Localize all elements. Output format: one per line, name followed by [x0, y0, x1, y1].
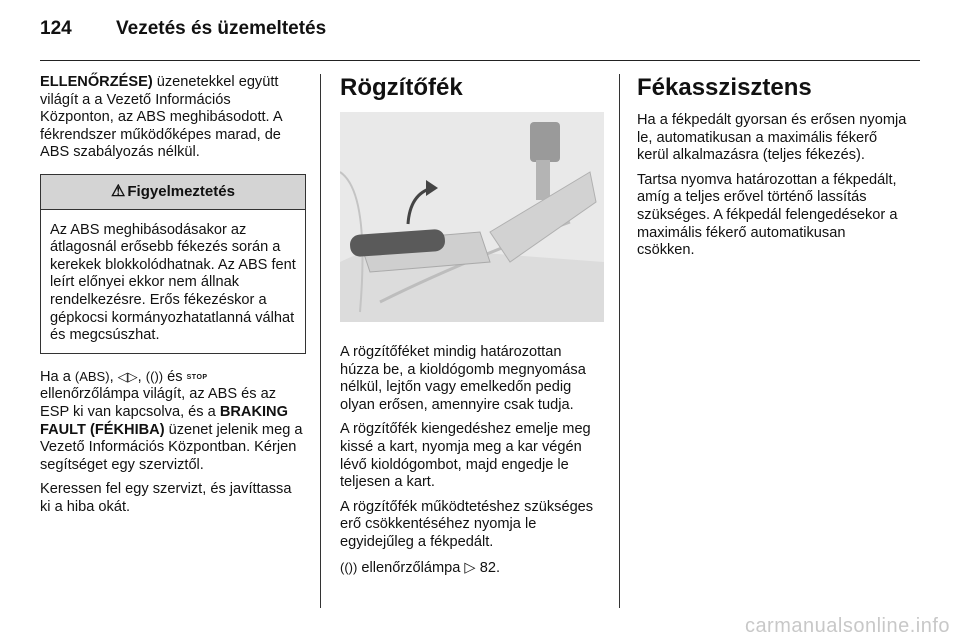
column-divider-1 [320, 74, 321, 608]
page-header [40, 18, 326, 40]
column-2 [340, 74, 604, 584]
parking-brake-p1: A rögzítőféket mindig határozottan húzza be, a kioldógomb megnyomása nélkül, lejtőn vagy emelkedőn pedig olyan erősen, amennyire csak tudja. [340, 344, 586, 413]
brake-assist-p1: Ha a fékpedált gyorsan és erősen nyomja le, automatikusan a maximális fékerő kerül alkalmazásra (teljes fékezés). [637, 112, 907, 164]
intro-paragraph [40, 74, 306, 162]
abs-lamp-icon: (ABS) [74, 368, 110, 384]
stop-lamp-icon: STOP [186, 373, 208, 381]
warning-triangle-icon: ⚠ [111, 182, 126, 200]
esp-lamp-icon: ◁▷ [117, 368, 138, 384]
lamp-paragraph [40, 368, 306, 475]
lamp-text-end: üzenet jelenik meg a Vezető Információs Központban. Kérjen segítséget egy szerviztől. [40, 421, 303, 473]
brake-lamp-icon: (()) [145, 368, 164, 384]
parking-brake-illustration [340, 112, 604, 322]
parking-brake-p4 [340, 559, 604, 578]
header-rule [40, 60, 920, 61]
parking-brake-heading: Rögzítőfék [340, 74, 463, 101]
lamp-ref-text: ellenőrzőlámpa [357, 559, 465, 576]
page-number: 124 [40, 18, 72, 39]
column-divider-2 [619, 74, 620, 608]
intro-bold: ELLENŐRZÉSE) [40, 74, 153, 90]
column-3 [637, 74, 907, 267]
sep: , [137, 368, 146, 385]
brake-lamp-icon: (()) [340, 559, 358, 575]
warning-title: Figyelmeztetés [127, 182, 235, 200]
service-paragraph: Keressen fel egy szervizt, és javíttassa ki a hiba okát. [40, 481, 292, 515]
parking-brake-p2: A rögzítőfék kiengedéshez emelje meg kissé a kart, nyomja meg a kar végén lévő kioldógombot, majd engedje le teljesen a kart. [340, 421, 591, 491]
brake-assist-p2: Tartsa nyomva határozottan a fékpedált, amíg a teljes erővel történő lassítás szükséges. A fékpedál felengedésekor a maximális fékerő automatikusan csökken. [637, 171, 898, 259]
watermark: carmanualsonline.info [744, 615, 950, 637]
page-ref-arrow-icon: ▷ [464, 559, 476, 576]
brake-assist-heading: Fékasszisztens [637, 74, 812, 101]
sep: , [109, 368, 118, 385]
warning-text: Az ABS meghibásodásakor az átlagosnál erősebb fékezés során a kerekek blokkolódhatnak. Az ABS fent leírt előnyei ekkor nem állnak rendelkezésre. Erős fékezéskor a gépkocsi kormányozhatatlanná válhat és megcsúszhat. [50, 221, 296, 344]
column-1 [40, 74, 306, 523]
lamp-lead: Ha a [40, 368, 75, 385]
sep: és [163, 368, 187, 385]
warning-box [40, 174, 306, 354]
warning-header [41, 175, 305, 210]
intro-text: üzenetekkel együtt világít a a Vezető Információs Központon, az ABS meghibásodott. A fékrendszer működőképes marad, de ABS szabályozás nélkül. [40, 74, 282, 161]
braking-fault-label: BRAKING FAULT (FÉKHIBA) [40, 403, 288, 438]
lamp-text: ellenőrzőlámpa világít, az ABS és az ESP ki van kapcsolva, és a [40, 386, 277, 420]
page-title: Vezetés és üzemeltetés [116, 18, 327, 39]
parking-brake-p3: A rögzítőfék működtetéshez szükséges erő csökkentéséhez nyomja le egyidejűleg a fékpedált. [340, 498, 594, 550]
parking-brake-lever-drawing [340, 112, 604, 322]
page-ref: 82. [475, 559, 500, 576]
